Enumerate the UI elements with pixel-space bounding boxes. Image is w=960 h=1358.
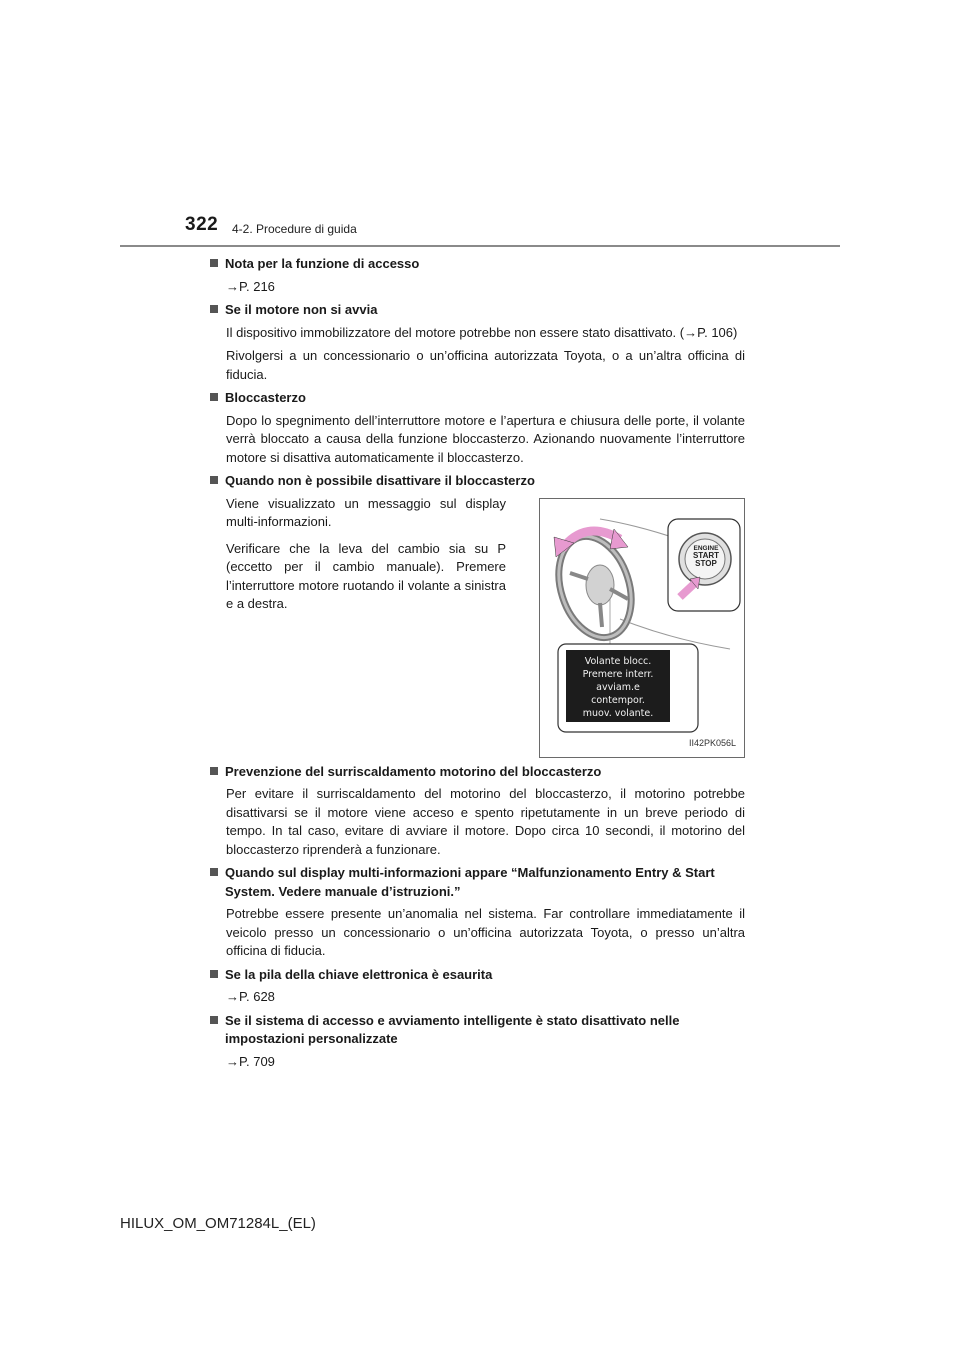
paragraph: Il dispositivo immobilizzatore del motore potrebbe non essere stato disattivato. (→P. 106) <box>226 324 738 340</box>
section-heading: Se la pila della chiave elettronica è esaurita <box>210 966 745 985</box>
multi-info-display: Volante blocc. Premere interr. avviam.e contempor. muov. volante. <box>566 650 670 722</box>
figure-code: II42PK056L <box>688 738 736 748</box>
section-heading: Prevenzione del surriscaldamento motorino del bloccasterzo <box>210 763 745 782</box>
page-content <box>210 255 745 1076</box>
page-reference: →P. 628 <box>226 989 275 1004</box>
engine-start-stop-button: ENGINE START STOP <box>692 544 720 568</box>
section-overheat <box>210 763 745 860</box>
section-key-battery <box>210 966 745 1007</box>
page-reference: →P. 216 <box>226 278 275 294</box>
header-divider <box>120 245 840 247</box>
section-smart-system-disabled <box>210 1012 745 1072</box>
section-title: 4-2. Procedure di guida <box>232 222 357 236</box>
square-bullet-icon <box>210 305 218 313</box>
paragraph: Verificare che la leva del cambio sia su P (eccetto per il cambio manuale). Premere l’interruttore motore ruotando il volante a sinistra e a destra. <box>226 540 506 611</box>
square-bullet-icon <box>210 259 218 267</box>
page-reference: →P. 709 <box>226 1053 275 1069</box>
paragraph: Dopo lo spegnimento dell’interruttore motore e l’apertura e chiusura delle porte, il volante verrà bloccato a causa della funzione bloccasterzo. Azionando nuovamente l’interruttore motore si disattiva automaticamente il bloccasterzo. <box>226 412 745 465</box>
paragraph: Per evitare il surriscaldamento del motorino del bloccasterzo, il motorino potrebbe disattivarsi se il motore viene acceso e spento ripetutamente in un breve periodo di tempo. In tal caso, evitare di avviare il motore. Dopo circa 10 secondi, il motorino del bloccasterzo riprenderà a funzionare. <box>226 786 745 857</box>
document-id: HILUX_OM_OM71284L_(EL) <box>120 1215 316 1232</box>
section-heading: Bloccasterzo <box>210 389 745 408</box>
section-engine-not-start <box>210 301 745 384</box>
section-heading: Quando sul display multi-informazioni appare “Malfunzionamento Entry & Start System. Vedere manuale d’istruzioni.” <box>210 864 745 901</box>
section-malfunction <box>210 864 745 961</box>
square-bullet-icon <box>210 868 218 876</box>
square-bullet-icon <box>210 1016 218 1024</box>
section-heading: Nota per la funzione di accesso <box>210 255 745 274</box>
square-bullet-icon <box>210 476 218 484</box>
page-number: 322 <box>185 214 219 235</box>
paragraph: Rivolgersi a un concessionario o un’officina autorizzata Toyota, o a un’altra officina di fiducia. <box>226 348 745 382</box>
section-heading: Se il motore non si avvia <box>210 301 745 320</box>
square-bullet-icon <box>210 767 218 775</box>
square-bullet-icon <box>210 393 218 401</box>
paragraph: Viene visualizzato un messaggio sul display multi-informazioni. <box>226 495 506 529</box>
steering-lock-illustration <box>539 498 745 758</box>
section-steering-lock <box>210 389 745 467</box>
section-heading: Quando non è possibile disattivare il bloccasterzo <box>210 472 745 491</box>
square-bullet-icon <box>210 970 218 978</box>
section-lock-release <box>210 472 745 758</box>
section-heading: Se il sistema di accesso e avviamento intelligente è stato disattivato nelle impostazioni personalizzate <box>210 1012 745 1049</box>
paragraph: Potrebbe essere presente un’anomalia nel sistema. Far controllare immediatamente il veicolo presso un concessionario o un’officina autorizzata Toyota, o presso un’altra officina di fiducia. <box>226 906 745 958</box>
section-access-note <box>210 255 745 296</box>
